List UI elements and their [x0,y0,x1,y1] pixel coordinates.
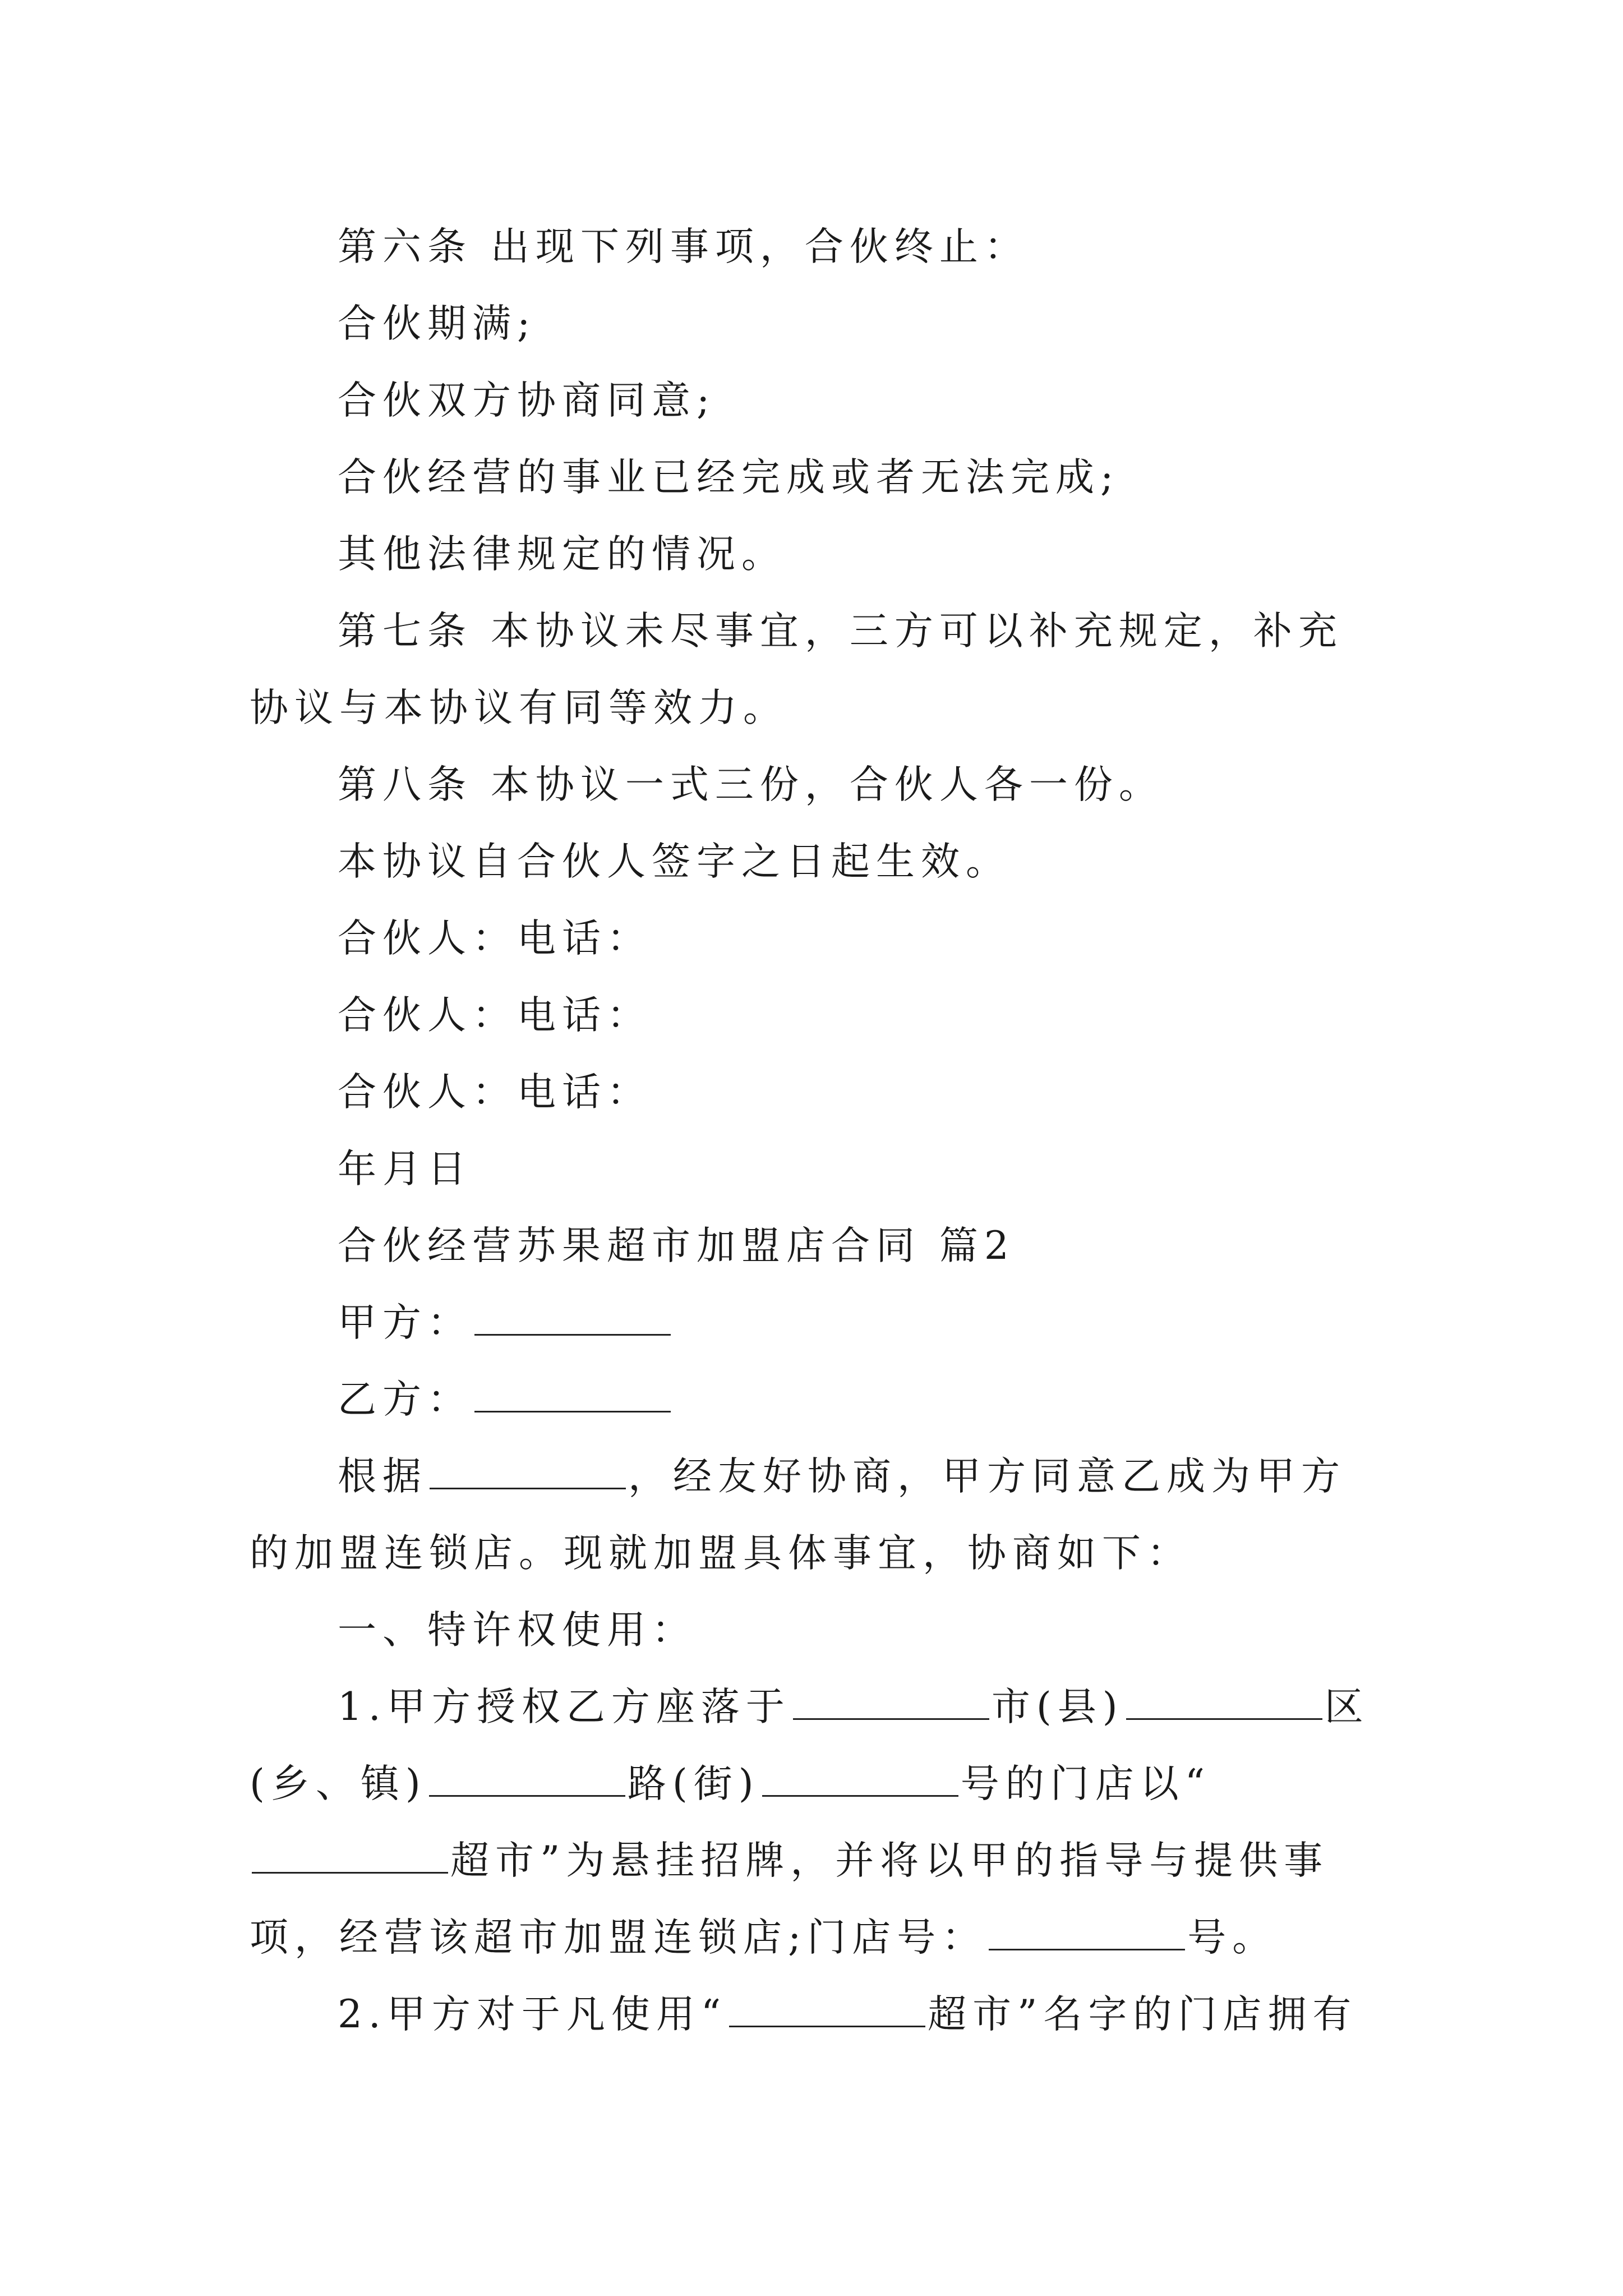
text-segment: 根据 [338,1454,427,1499]
paragraph-article-6 [250,209,1382,286]
text-segment: 第六条 出现下列事项，合伙终止： [338,224,1029,269]
text-segment: 乙方： [338,1377,472,1422]
text-segment: 路(街) [627,1761,760,1806]
party-b-line [250,1361,1382,1438]
signature-line-partner-2 [250,977,1382,1054]
clause-2 [250,1976,1382,2053]
text-segment: 1.甲方授权乙方座落于 [338,1685,791,1729]
signature-line-partner-1 [250,900,1382,977]
blank-fill-line [729,1989,925,2027]
text-segment: ，经友好协商，甲方同意乙成为甲方的加盟连锁店。现就加盟具体事宜，协商如下： [250,1454,1346,1576]
blank-fill-line [793,1681,989,1720]
text-segment: 合伙人：电话： [338,916,652,961]
blank-fill-line [430,1451,626,1489]
text-segment: 甲方： [338,1300,472,1345]
signature-line-partner-3 [250,1054,1382,1131]
text-segment: 一、特许权使用： [338,1608,697,1653]
text-segment: 号。 [1187,1915,1278,1960]
blank-fill-line [762,1758,958,1797]
text-segment: 合伙人：电话： [338,993,652,1038]
blank-fill-line [1126,1681,1322,1720]
text-segment: 合伙期满; [338,301,537,346]
text-segment: 区(乡、镇) [250,1685,1370,1806]
section-title-2 [250,1208,1382,1285]
text-segment: 合伙经营的事业已经完成或者无法完成; [338,455,1120,500]
text-segment: 其他法律规定的情况。 [338,532,786,577]
blank-fill-line [429,1758,625,1797]
text-segment: 市(县) [991,1685,1124,1729]
text-segment: 第七条 本协议未尽事宜，三方可以补充规定，补充协议与本协议有同等效力。 [250,609,1343,730]
paragraph-mutual-agreement [250,362,1382,439]
paragraph-article-7 [250,593,1382,747]
paragraph-term-expiry [250,286,1382,362]
text-segment: 合伙经营苏果超市加盟店合同 篇2 [338,1223,1015,1268]
text-segment: 超市”名字的门店拥有 [928,1992,1358,2037]
blank-fill-line [474,1374,671,1412]
paragraph-preamble [250,1438,1382,1592]
text-segment: 合伙人：电话： [338,1070,652,1115]
paragraph-business-completed [250,439,1382,516]
text-segment: 本协议自合伙人签字之日起生效。 [338,839,1011,884]
text-segment: 年月日 [338,1147,472,1191]
party-a-line [250,1285,1382,1361]
paragraph-effective [250,823,1382,900]
text-segment: 2.甲方对于凡使用“ [338,1992,727,2037]
blank-fill-line [474,1297,671,1336]
text-segment: 合伙双方协商同意; [338,378,716,423]
text-segment: 号的门店以“ [960,1761,1211,1806]
contract-text [250,209,1382,2053]
date-line [250,1131,1382,1208]
heading-franchise-use [250,1592,1382,1669]
clause-1 [250,1669,1382,1976]
text-segment: 超市”为悬挂招牌，并将以甲的指导与提供事项，经营该超市加盟连锁店;门店号： [250,1838,1329,1960]
blank-fill-line [989,1912,1185,1950]
paragraph-article-8 [250,747,1382,823]
paragraph-legal-cases [250,516,1382,593]
blank-fill-line [252,1835,448,1874]
text-segment: 第八条 本协议一式三份，合伙人各一份。 [338,762,1164,807]
